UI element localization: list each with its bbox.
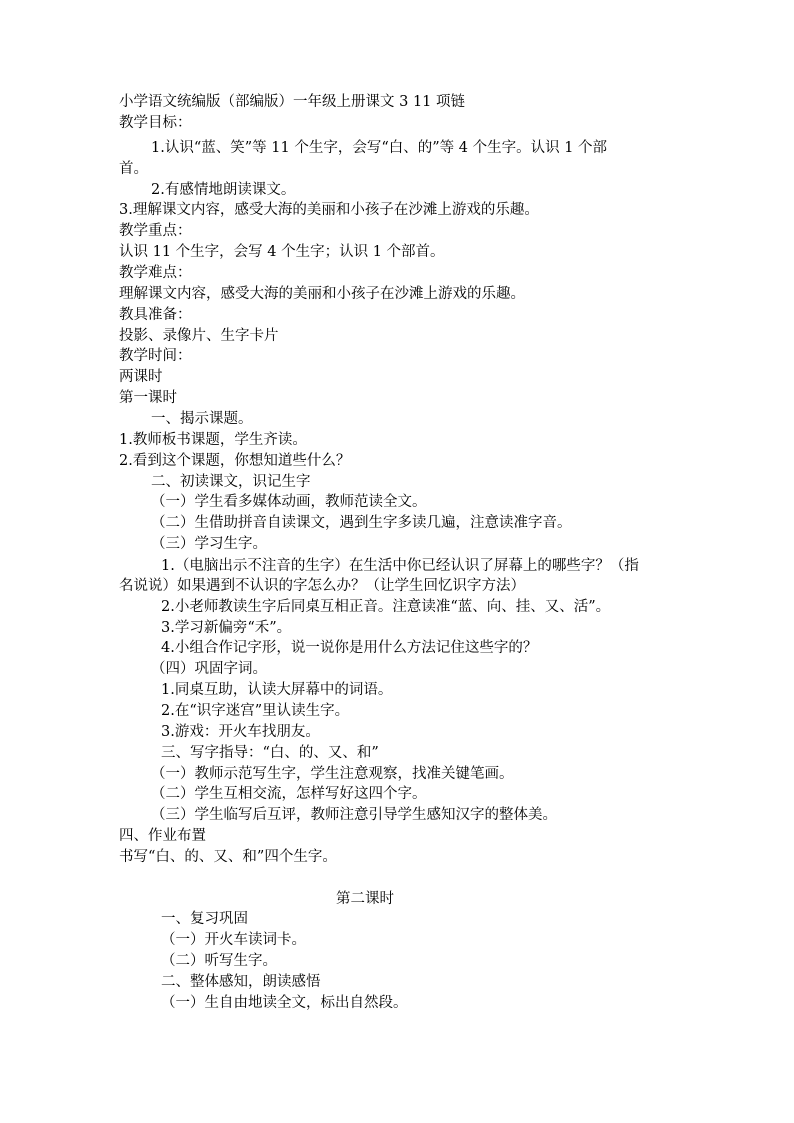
doc-line: 2.看到这个课题，你想知道些什么？: [119, 453, 351, 469]
doc-line: 四、作业布置: [119, 828, 206, 844]
doc-line: 理解课文内容，感受大海的美丽和小孩子在沙滩上游戏的乐趣。: [119, 286, 525, 302]
doc-line: 投影、录像片、生字卡片: [119, 328, 279, 344]
doc-line: 3.游戏：开火车找朋友。: [161, 724, 320, 740]
doc-line: 教学目标：: [119, 115, 192, 131]
doc-line: （二）听写生字。: [161, 953, 277, 969]
doc-line: （四）巩固字词。: [151, 661, 267, 677]
doc-line: 3.理解课文内容，感受大海的美丽和小孩子在沙滩上游戏的乐趣。: [119, 202, 539, 218]
doc-line: 2.小老师教读生字后同桌互相正音。注意读准“蓝、向、挂、又、活”。: [161, 599, 611, 615]
doc-line: 一、揭示课题。: [151, 411, 253, 427]
section-heading: 第二课时: [336, 891, 394, 907]
doc-line: 教具准备：: [119, 307, 192, 323]
doc-line: 教学难点：: [119, 265, 192, 281]
doc-line: （一）生自由地读全文，标出自然段。: [161, 995, 408, 1011]
doc-line: 2.在“识字迷宫”里认读生字。: [161, 703, 350, 719]
doc-line: 2.有感情地朗读课文。: [151, 182, 296, 198]
doc-line: （三）学习生字。: [151, 536, 267, 552]
doc-line: 1.（电脑出示不注音的生字）在生活中你已经认识了屏幕上的哪些字？（指: [161, 558, 639, 574]
doc-line: （二）生借助拼音自读课文，遇到生字多读几遍，注意读准字音。: [151, 515, 572, 531]
doc-line: 3.学习新偏旁“禾”。: [161, 620, 292, 636]
doc-line: 1.教师板书课题，学生齐读。: [119, 432, 307, 448]
doc-line: 教学重点：: [119, 223, 192, 239]
doc-line: （三）学生临写后互评，教师注意引导学生感知汉字的整体美。: [151, 807, 557, 823]
doc-line: 二、初读课文，识记生字: [151, 474, 311, 490]
doc-line: 书写“白、的、又、和”四个生字。: [119, 849, 337, 865]
doc-line: 一、复习巩固: [161, 911, 248, 927]
doc-line: 教学时间：: [119, 348, 192, 364]
doc-line: 1.同桌互助，认读大屏幕中的词语。: [161, 682, 393, 698]
doc-line: 二、整体感知，朗读感悟: [161, 974, 321, 990]
doc-line: 认识 11 个生字，会写 4 个生字；认识 1 个部首。: [119, 244, 445, 260]
doc-line: 1.认识“蓝、笑”等 11 个生字，会写“白、的”等 4 个生字。认识 1 个部: [151, 140, 608, 156]
doc-line: （一）学生看多媒体动画，教师范读全文。: [151, 494, 427, 510]
doc-title: 小学语文统编版（部编版）一年级上册课文 3 11 项链: [119, 94, 466, 110]
doc-line: 两课时: [119, 369, 163, 385]
doc-line: 首。: [119, 161, 148, 177]
doc-line: （一）开火车读词卡。: [161, 932, 306, 948]
doc-line: 名说说）如果遇到不认识的字怎么办？（让学生回忆识字方法）: [119, 578, 525, 594]
doc-line: （二）学生互相交流，怎样写好这四个字。: [151, 786, 427, 802]
doc-line: 三、写字指导：“白、的、又、和”: [161, 745, 379, 761]
doc-line: （一）教师示范写生字，学生注意观察，找准关键笔画。: [151, 766, 514, 782]
doc-line: 第一课时: [119, 390, 177, 406]
doc-line: 4.小组合作记字形，说一说你是用什么方法记住这些字的？: [161, 640, 538, 656]
